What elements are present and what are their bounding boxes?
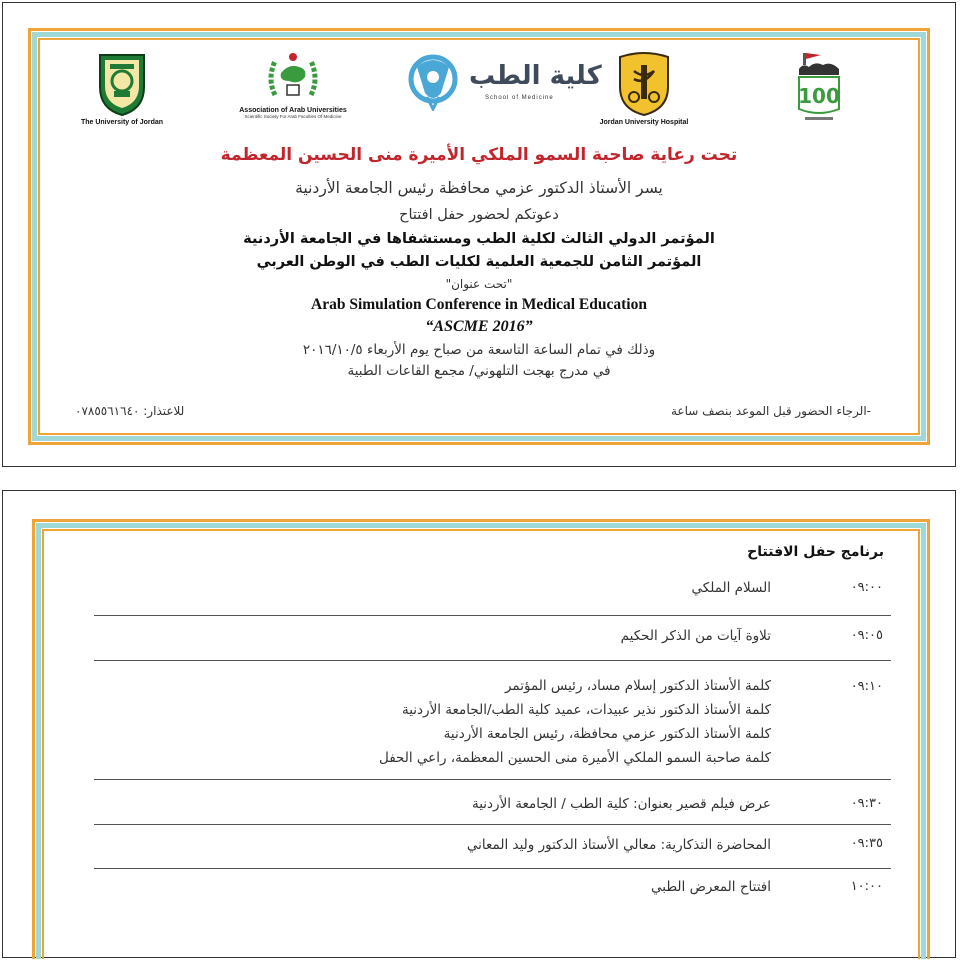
english-conference-title: Arab Simulation Conference in Medical Education — [311, 296, 647, 313]
program-lines — [467, 833, 771, 857]
program-line: كلمة صاحبة السمو الملكي الأميرة منى الحسين المعظمة، راعي الحفل — [379, 750, 771, 766]
english-conference-acronym: “ASCME 2016” — [425, 318, 533, 335]
laurel-map-icon — [265, 51, 321, 105]
program-lines — [379, 674, 771, 770]
program-line: كلمة الأستاذ الدكتور عزمي محافظة، رئيس الجامعة الأردنية — [443, 726, 771, 742]
logo-caption: Jordan University Hospital — [599, 119, 689, 126]
program-row — [94, 661, 891, 780]
program-row — [94, 825, 891, 869]
program-time: ٠٩:٠٠ — [850, 580, 883, 595]
date-time-line: وذلك في تمام الساعة التاسعة من صباح يوم الأربعاء ٢٠١٦/١٠/٥ — [302, 342, 656, 358]
association-arab-universities-logo — [223, 51, 363, 119]
program-row — [94, 578, 891, 616]
patronage-line: تحت رعاية صاحبة السمو الملكي الأميرة منى الحسين المعظمة — [220, 145, 738, 165]
program-lines — [651, 875, 771, 899]
logo-subcaption: Scientific Society For Arab Faculties Of Medicine — [244, 114, 342, 119]
under-title-label: "تحت عنوان" — [445, 277, 513, 291]
program-time: ٠٩:٠٥ — [850, 628, 883, 643]
program-line: عرض فيلم قصير بعنوان: كلية الطب / الجامعة الأردنية — [471, 796, 771, 812]
program-line: افتتاح المعرض الطبي — [651, 879, 771, 895]
program-time: ٠٩:٣٠ — [850, 796, 883, 811]
program-time: ١٠:٠٠ — [850, 879, 883, 894]
centennial-100-logo — [789, 51, 849, 125]
host-line: يسر الأستاذ الدكتور عزمي محافظة رئيس الجامعة الأردنية — [295, 179, 663, 197]
program-lines — [692, 576, 771, 600]
program-time: ٠٩:١٠ — [850, 679, 883, 694]
program-row — [94, 616, 891, 661]
school-of-medicine-logo — [403, 51, 602, 111]
conference-line-1: المؤتمر الدولي الثالث لكلية الطب ومستشفاها في الجامعة الأردنية — [243, 231, 715, 247]
program-row — [94, 780, 891, 825]
program-title: برنامج حفل الافتتاح — [747, 544, 884, 560]
logo-caption: Association of Arab Universities — [239, 107, 347, 114]
program-lines — [621, 624, 771, 648]
arrival-note: -الرجاء الحضور قبل الموعد بنصف ساعة — [671, 404, 871, 418]
program-line: السلام الملكي — [691, 580, 771, 596]
program-line: كلمة الأستاذ الدكتور نذير عبيدات، عميد كلية الطب/الجامعة الأردنية — [401, 702, 771, 718]
university-of-jordan-logo — [77, 51, 167, 126]
medicine-arabic-title: كلية الطب — [469, 61, 602, 91]
program-row — [94, 869, 891, 909]
program-line: تلاوة آيات من الذكر الحكيم — [620, 628, 771, 644]
jordan-university-hospital-logo — [589, 51, 699, 126]
program-line: المحاضرة التذكارية: معالي الأستاذ الدكتور وليد المعاني — [466, 837, 771, 853]
venue-line: في مدرج بهجت التلهوني/ مجمع القاعات الطبية — [347, 363, 611, 379]
rsvp-phone: للاعتذار: ٠٧٨٥٥٦١٦٤٠ — [75, 404, 185, 418]
program-line: كلمة الأستاذ الدكتور إسلام مساد، رئيس المؤتمر — [504, 678, 771, 694]
invite-line: دعوتكم لحضور حفل افتتاح — [399, 207, 559, 223]
logo-caption: The University of Jordan — [80, 119, 164, 126]
program-lines — [472, 792, 771, 816]
conference-line-2: المؤتمر الثامن للجمعية العلمية لكليات الطب في الوطن العربي — [256, 254, 702, 270]
program-time: ٠٩:٣٥ — [850, 836, 883, 851]
hospital-shield-icon — [616, 51, 672, 117]
medicine-english-subtitle: School of Medicine — [485, 95, 554, 101]
centennial-number: 100 — [798, 84, 840, 108]
centennial-emblem-icon — [793, 51, 845, 125]
logos-row — [63, 51, 863, 141]
university-shield-icon — [96, 51, 148, 117]
invitation-card — [2, 2, 956, 467]
medicine-emblem-icon — [407, 53, 459, 111]
